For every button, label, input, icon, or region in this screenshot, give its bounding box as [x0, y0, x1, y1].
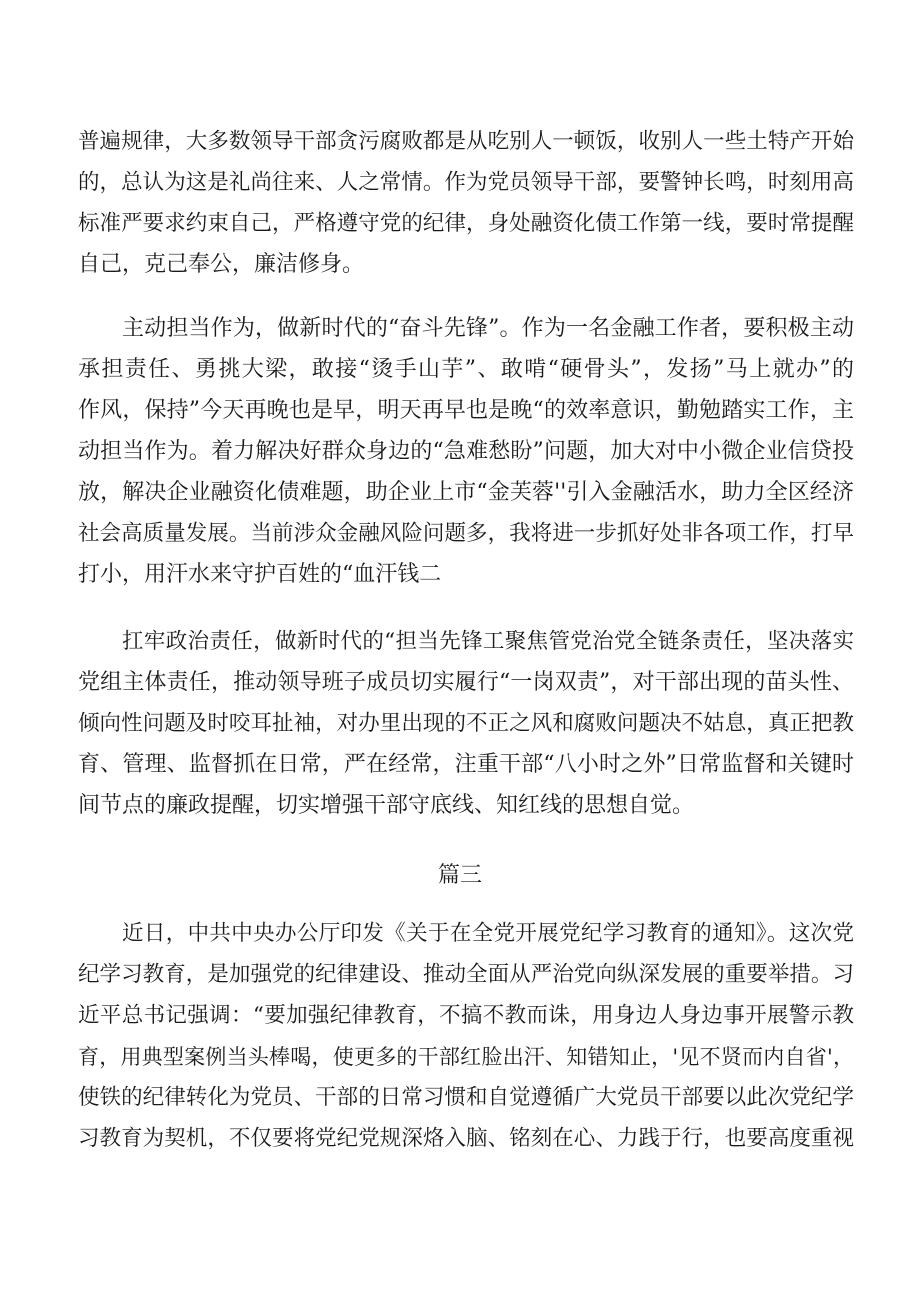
paragraph-3-line-5: 间节点的廉政提醒，切实增强干部守底线、知红线的思想自觉。: [78, 793, 695, 818]
paragraph-4-line-1: 近日，中共中央办公厅印发《关于在全党开展党纪学习教育的通知》。这次党: [122, 921, 854, 946]
paragraph-2-line-3: 作风，保持”今天再晚也是早，明天再早也是晚“的效率意识，勤勉踏实工作，主: [78, 398, 854, 423]
paragraph-3-line-1: 扛牢政治责任，做新时代的“担当先锋工聚焦管党治党全链条责任，坚决落实: [122, 629, 854, 654]
paragraph-2-line-6: 社会高质量发展。当前涉众金融风险问题多，我将进一步抓好处非各项工作，打早: [78, 521, 854, 546]
paragraph-4-line-2: 纪学习教育，是加强党的纪律建设、推动全面从严治党向纵深发展的重要举措。习: [78, 962, 854, 987]
paragraph-2-line-1: 主动担当作为，做新时代的“奋斗先锋”。作为一名金融工作者，要积极主动: [122, 316, 854, 341]
section-heading: 篇三: [437, 863, 482, 888]
paragraph-4-line-6: 习教育为契机，不仅要将党纪党规深烙入脑、铭刻在心、力践于行，也要高度重视: [78, 1126, 854, 1151]
paragraph-1-line-4: 自己，克己奉公，廉洁修身。: [78, 252, 365, 277]
paragraph-2-line-2: 承担责任、勇挑大梁，敢接“烫手山芋”、敢啃“硬骨头”，发扬”马上就办”的: [78, 357, 854, 382]
paragraph-3-line-4: 育、管理、监督抓在日常，严在经常，注重干部“八小时之外”日常监督和关键时: [78, 752, 854, 777]
paragraph-4-line-5: 使铁的纪律转化为党员、干部的日常习惯和自觉遵循广大党员干部要以此次党纪学: [78, 1085, 854, 1110]
paragraph-4-line-4: 育，用典型案例当头棒喝，使更多的干部红脸出汗、知错知止，'见不贤而内自省'，: [78, 1045, 854, 1069]
paragraph-1-line-2: 的，总认为这是礼尚往来、人之常情。作为党员领导干部，要警钟长鸣，时刻用高: [78, 170, 854, 195]
paragraph-2-line-7: 打小，用汗水来守护百姓的“血汗钱二: [78, 562, 442, 587]
paragraph-1-line-1: 普遍规律，大多数领导干部贪污腐败都是从吃别人一顿饭，收别人一些土特产开始: [78, 129, 854, 154]
paragraph-3-line-3: 倾向性问题及时咬耳扯袖，对办里出现的不正之风和腐败问题决不姑息，真正把教: [78, 711, 854, 736]
paragraph-2-line-5: 放，解决企业融资化债难题，助企业上市“金芙蓉''引入金融活水，助力全区经济: [78, 480, 854, 505]
paragraph-3-line-2: 党组主体责任，推动领导班子成员切实履行“一岗双责”，对干部出现的苗头性、: [78, 670, 854, 695]
paragraph-4-line-3: 近平总书记强调：“要加强纪律教育，不搞不教而诛，用身边人身边事开展警示教: [78, 1003, 854, 1028]
paragraph-1-line-3: 标准严要求约束自己，严格遵守党的纪律，身处融资化债工作第一线，要时常提醒: [78, 211, 854, 236]
paragraph-2-line-4: 动担当作为。着力解决好群众身边的“急难愁盼”问题，加大对中小微企业信贷投: [78, 439, 854, 464]
